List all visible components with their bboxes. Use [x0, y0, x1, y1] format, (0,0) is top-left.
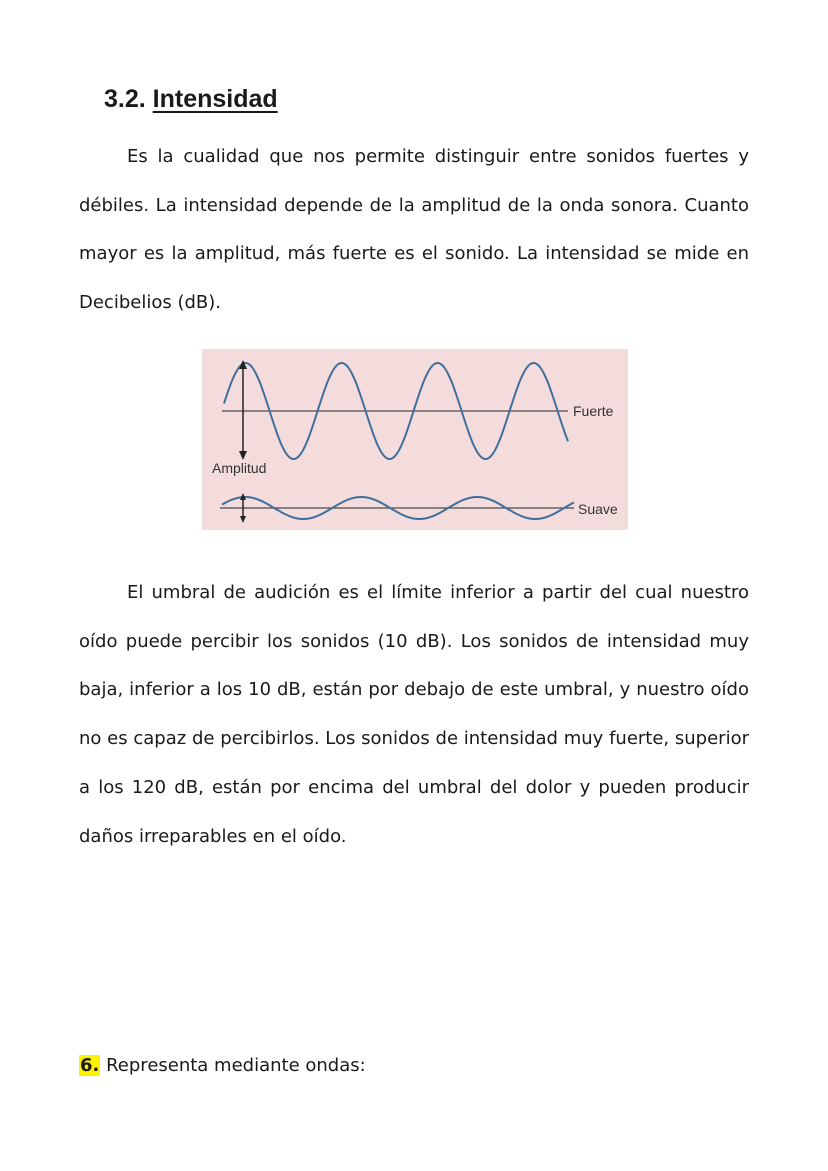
section-title: Intensidad	[152, 85, 278, 113]
section-number: 3.2.	[104, 85, 146, 113]
label-soft: Suave	[578, 501, 618, 517]
label-strong: Fuerte	[573, 403, 614, 419]
paragraph-text: Es la cualidad que nos permite distinguir entre sonidos fuertes y débiles. La intensidad depende de la amplitud de la onda sonora. Cuanto mayor es la amplitud, más fuerte es el sonido. La intensidad se mide en Decibelios (dB).	[79, 146, 749, 314]
exercise-text: Representa mediante ondas:	[106, 1055, 366, 1076]
exercise-prompt	[79, 1051, 366, 1081]
exercise-number: 6.	[80, 1055, 100, 1076]
section-heading	[104, 82, 278, 116]
paragraph-text: El umbral de audición es el límite inferior a partir del cual nuestro oído puede percibir los sonidos (10 dB). Los sonidos de intensidad muy baja, inferior a los 10 dB, están por debajo de este umbral, y nuestro oído no es capaz de percibirlos. Los sonidos de intensidad muy fuerte, superior a los 120 dB, están por encima del umbral del dolor y pueden producir daños irreparables en el oído.	[79, 582, 749, 847]
paragraph-threshold	[79, 569, 749, 861]
intensity-wave-figure	[202, 349, 628, 530]
paragraph-intro	[79, 133, 749, 328]
label-amplitude: Amplitud	[212, 460, 267, 476]
